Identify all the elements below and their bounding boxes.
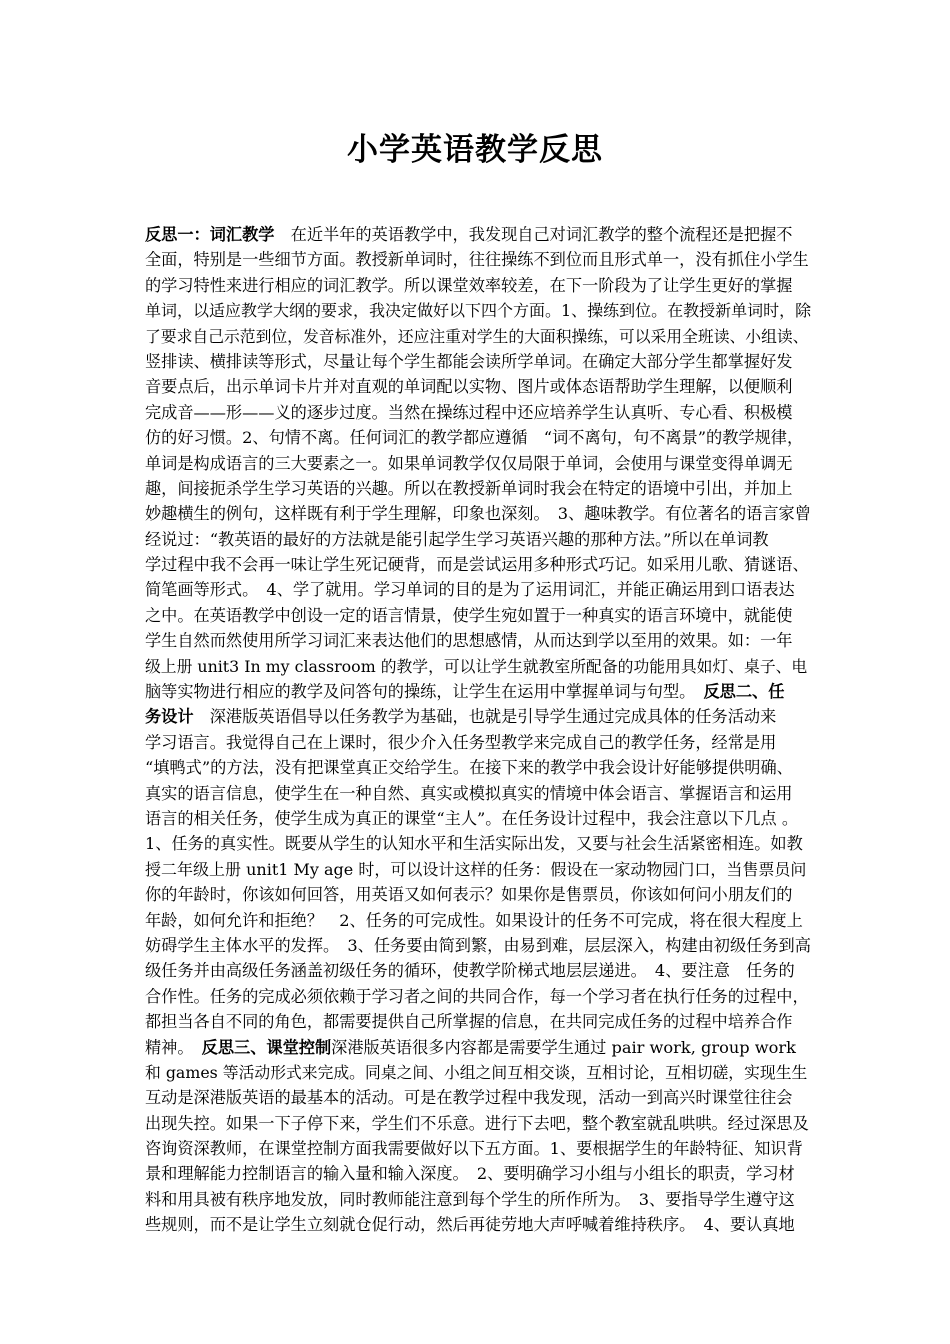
text-segment: 景和理解能力控制语言的输入量和输入深度。 2、要明确学习小组与小组长的职责，学习材 [145,1164,795,1184]
text-line [145,1085,813,1110]
text-segment: 的学习特性来进行相应的词汇教学。所以课堂效率较差，在下一阶段为了让学生更好的掌握 [145,275,793,295]
text-line [145,857,813,882]
section-heading: 反思二、任 [703,682,785,702]
text-segment: 互动是深港版英语的最基本的活动。可是在教学过程中我发现，活动一到高兴时课堂往往会 [145,1088,793,1108]
text-line [145,222,813,247]
text-line [145,831,813,856]
text-line [145,400,813,425]
text-segment: 了要求自己示范到位，发音标准外，还应注重对学生的大面积操练，可以采用全班读、小组读、 [145,326,809,346]
text-line [145,628,813,653]
text-segment: 单词是构成语言的三大要素之一。如果单词教学仅仅局限于单词，会使用与课堂变得单调无 [145,453,793,473]
text-segment: 音要点后，出示单词卡片并对直观的单词配以实物、图片或体态语帮助学生理解，以便顺利 [145,377,793,397]
text-segment: 些规则，而不是让学生立刻就仓促行动，然后再徒劳地大声呼喊着维持秩序。 4、要认真地 [145,1215,795,1235]
text-segment: 你的年龄时，你该如何回答，用英语又如何表示？如果你是售票员，你该如何问小朋友们的 [145,885,793,905]
text-line [145,679,813,704]
text-segment: 深港版英语很多内容都是需要学生通过 pair work, group work [331,1037,796,1057]
text-line [145,298,813,323]
text-line [145,654,813,679]
text-segment: 级上册 unit3 In my classroom 的教学，可以让学生就教室所配备的功能用具如灯、桌子、电 [145,656,808,676]
text-segment: 学习语言。我觉得自己在上课时，很少介入任务型教学来完成自己的教学任务，经常是用 [145,732,777,752]
text-segment: 竖排读、横排读等形式，尽量让每个学生都能会读所学单词。在确定大部分学生都掌握好发 [145,351,793,371]
text-line [145,1161,813,1186]
text-segment: 都担当各自不同的角色，都需要提供自己所掌握的信息，在共同完成任务的过程中培养合作 [145,1012,793,1032]
text-line [145,577,813,602]
document-body [145,222,813,1238]
text-segment: 和 games 等活动形式来完成。同桌之间、小组之间互相交谈，互相讨论，互相切磋，实现生生 [145,1062,808,1082]
text-segment: 仿的好习惯。2、句情不离。任何词汇的教学都应遵循 “词不离句，句不离景”的教学规律， [145,428,804,448]
text-line [145,451,813,476]
text-segment: 全面，特别是一些细节方面。教授新单词时，往往操练不到位而且形式单一，没有抓住小学生 [145,250,809,270]
text-line [145,1035,813,1060]
text-line [145,501,813,526]
text-segment: 1、任务的真实性。既要从学生的认知水平和生活实际出发，又要与社会生活紧密相连。如教 [145,834,803,854]
text-line [145,1212,813,1237]
text-line [145,1009,813,1034]
text-line [145,704,813,729]
text-segment: 单词，以适应教学大纲的要求，我决定做好以下四个方面。1、操练到位。在教授新单词时，除 [145,301,812,321]
text-line [145,1060,813,1085]
text-segment: 妙趣横生的例句，这样既有利于学生理解，印象也深刻。 3、趣味教学。有位著名的语言家曾 [145,504,811,524]
text-line [145,958,813,983]
text-line [145,933,813,958]
text-line [145,730,813,755]
section-heading: 反思一：词汇教学 [145,225,275,244]
text-segment: 合作性。任务的完成必须依赖于学习者之间的共同合作，每一个学习者在执行任务的过程中， [145,986,809,1006]
text-line [145,882,813,907]
text-segment: 语言的相关任务，使学生成为真正的课堂“主人”。在任务设计过程中，我会注意以下几点 。 [145,808,799,828]
text-segment: 授二年级上册 unit1 My age 时，可以设计这样的任务：假设在一家动物园门口，当售票员问 [145,859,807,879]
text-segment: 级任务并由高级任务涵盖初级任务的循环，使教学阶梯式地层层递进。 4、要注意 任务的 [145,961,795,981]
text-segment: 料和用具被有秩序地发放，同时教师能注意到每个学生的所作所为。 3、要指导学生遵守这 [145,1189,795,1209]
section-heading: 务设计 [145,707,194,727]
text-line [145,349,813,374]
text-segment: 妨碍学生主体水平的发挥。 3、任务要由简到繁，由易到难，层层深入，构建由初级任务到高 [145,935,811,955]
text-segment: 学生自然而然使用所学习词汇来表达他们的思想感情，从而达到学以至用的效果。如：一年 [145,631,793,651]
text-line [145,1187,813,1212]
text-line [145,1111,813,1136]
text-line [145,476,813,501]
text-segment: 出现失控。如果一下子停下来，学生们不乐意。进行下去吧，整个教室就乱哄哄。经过深思及 [145,1113,809,1133]
text-segment: 深港版英语倡导以任务教学为基础，也就是引导学生通过完成具体的任务活动来 [193,707,777,727]
text-segment: 学过程中我不会再一味让学生死记硬背，而是尝试运用多种形式巧记。如采用儿歌、猜谜语、 [145,555,809,575]
text-line [145,781,813,806]
text-segment: 经说过：“教英语的最好的方法就是能引起学生学习英语兴趣的那种方法。”所以在单词教 [145,529,769,549]
text-segment: 咨询资深教师，在课堂控制方面我需要做好以下五方面。1、要根据学生的年龄特征、知识背 [145,1139,803,1159]
document-title: 小学英语教学反思 [347,132,603,168]
text-line [145,984,813,1009]
text-line [145,908,813,933]
text-segment: 脑等实物进行相应的教学及问答句的操练，让学生在运用中掌握单词与句型。 [145,682,704,702]
text-segment: 年龄，如何允许和拒绝？ 2、任务的可完成性。如果设计的任务不可完成，将在很大程度上 [145,910,803,930]
text-segment: 精神。 [145,1037,202,1057]
text-segment: 趣，间接扼杀学生学习英语的兴趣。所以在教授新单词时我会在特定的语境中引出，并加上 [145,478,793,498]
text-line [145,603,813,628]
text-line [145,247,813,272]
text-segment: 之中。在英语教学中创设一定的语言情景，使学生宛如置于一种真实的语言环境中，就能使 [145,605,793,625]
text-line [145,425,813,450]
text-segment: 简笔画等形式。 4、学了就用。学习单词的目的是为了运用词汇，并能正确运用到口语表达 [145,580,795,600]
section-heading: 反思三、课堂控制 [201,1037,332,1057]
text-segment: 完成音——形——义的逐步过度。当然在操练过程中还应培养学生认真听、专心看、积极模 [145,402,793,422]
text-segment: 真实的语言信息，使学生在一种自然、真实或模拟真实的情境中体会语言、掌握语言和运用 [145,783,793,803]
text-line [145,806,813,831]
text-line [145,552,813,577]
text-segment: 在近半年的英语教学中，我发现自己对词汇教学的整个流程还是把握不 [274,225,793,244]
text-line [145,374,813,399]
text-line [145,755,813,780]
text-line [145,527,813,552]
text-segment: “填鸭式”的方法，没有把课堂真正交给学生。在接下来的教学中我会设计好能够提供明确、 [145,758,793,778]
text-line [145,324,813,349]
text-line [145,1136,813,1161]
text-line [145,273,813,298]
